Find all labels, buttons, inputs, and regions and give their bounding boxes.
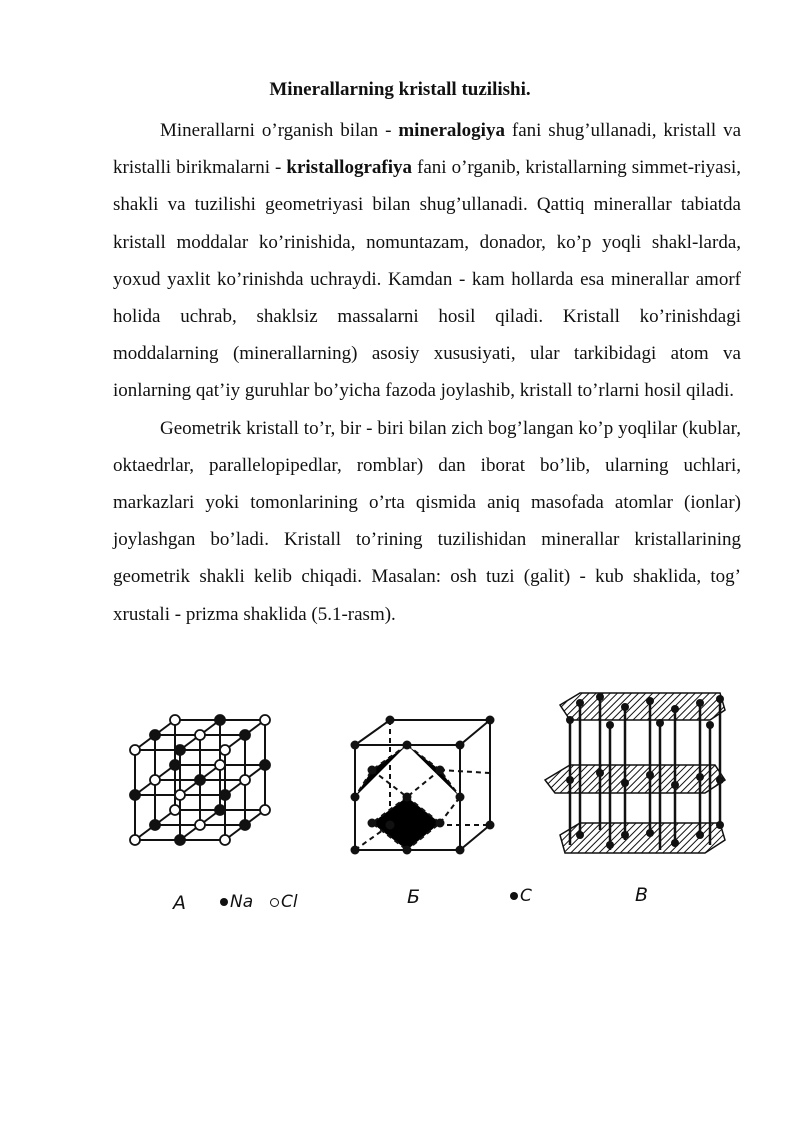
filled-dot-icon <box>220 898 228 906</box>
crystal-lattice-figure <box>110 680 750 920</box>
figure-label-a: A <box>173 892 186 914</box>
legend-cl <box>270 892 298 912</box>
filled-dot-icon <box>510 892 518 900</box>
p1-part-c: fani shug’ullanadi, kristall va kristalli birikmalarni - <box>113 120 742 179</box>
paragraph-1 <box>113 112 741 410</box>
legend-c <box>510 886 532 906</box>
p1-part-d: fani o’rganib, kristallarning simmet-riyasi, shakli va tuzilishi geometriyasi bilan shug’ullanadi. Qattiq minerallar tabiatda kristall moddalar ko’rinishida, nomuntazam, donador, ko’p yoqli shakl-larda, yoxud yaxlit ko’rinishda uchraydi. Kamdan - kam hollarda esa minerallar amorf holida uchrab, shaklsiz massalarni hosil qiladi. Kristall ko’rinishdagi moddalarning (minerallarning) asosiy xususiyati, ular tarkibidagi atom va ionlarning qat’iy guruhlar bo’yicha fazoda joylashib, kristall to’rlarni hosil qiladi. <box>113 157 741 402</box>
figure-label-b: Б <box>407 886 421 908</box>
term-kristallografiya: kristallografiya <box>286 157 412 179</box>
paragraph-2: Geometrik kristall to’r, bir - biri bilan zich bog’langan ko’p yoqlilar (kublar, oktaedrlar, parallelopipedlar, romblar) dan iborat bo’lib, ularning uchlari, markazlari yoki tomonlarining o’rta qismida aniq masofada atomlar (ionlar) joylashgan bo’ladi. Kristall to’rining tuzilishidan minerallar kristallarining geometrik shakli kelib chiqadi. Masalan: osh tuzi (galit) - kub shaklida, tog’ xrustali - prizma shaklida (5.1-rasm). <box>113 417 741 625</box>
figure-label-v: В <box>635 884 649 906</box>
term-mineralogiya: mineralogiya <box>398 120 505 141</box>
hollow-dot-icon <box>270 898 279 907</box>
nacl-lattice-diagram <box>125 705 305 885</box>
legend-cl-label: Cl <box>281 892 298 912</box>
legend-na <box>220 892 253 912</box>
p1-part-a: Minerallarni o’rganish bilan - <box>160 120 399 141</box>
graphite-lattice-diagram <box>540 685 730 865</box>
legend-c-label: C <box>520 886 532 906</box>
diamond-lattice-diagram <box>350 715 510 865</box>
legend-na-label: Na <box>230 892 254 912</box>
body-text <box>113 112 741 633</box>
page-title: Minerallarning kristall tuzilishi. <box>269 79 531 100</box>
